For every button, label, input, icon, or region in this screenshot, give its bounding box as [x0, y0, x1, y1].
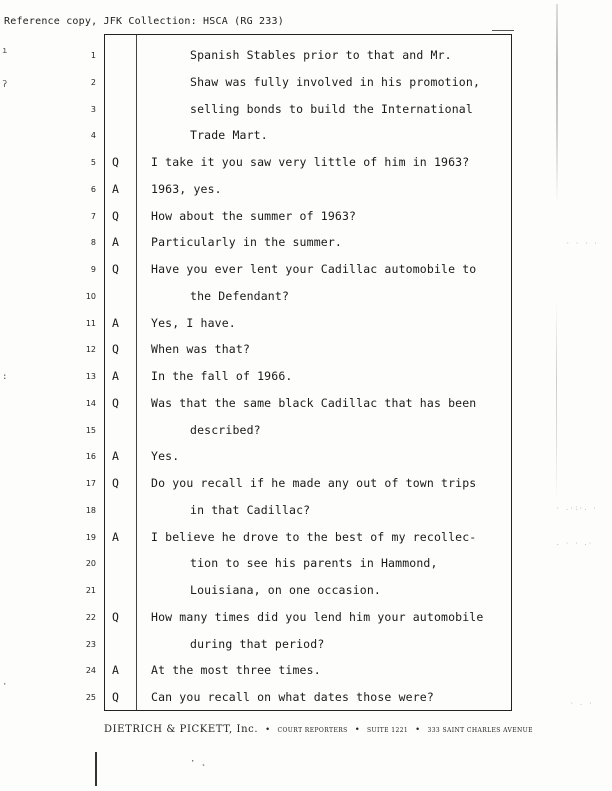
speaker-label: Q	[112, 476, 119, 490]
speaker-label: Q	[112, 395, 119, 410]
transcript-line	[0, 524, 612, 550]
transcript-line	[0, 256, 612, 282]
testimony-text: How many times did you lend him your automobile	[151, 609, 484, 624]
line-number: 8	[90, 238, 96, 248]
line-number: 17	[85, 479, 96, 488]
speaker-label: Q	[112, 262, 119, 276]
testimony-text: Louisiana, on one occasion.	[190, 583, 381, 597]
line-number: 7	[90, 211, 96, 221]
scan-noise: · . ·	[570, 700, 594, 707]
footer-address: 333 SAINT CHARLES AVENUE	[427, 727, 533, 734]
testimony-text: in that Cadillac?	[190, 502, 311, 517]
scan-speck: · ˛	[190, 757, 207, 767]
transcript-line	[0, 310, 612, 336]
testimony-text: I believe he drove to the best of my recollec-	[151, 529, 477, 544]
transcript-line	[0, 657, 612, 683]
transcript-line	[0, 42, 612, 68]
line-number: 15	[85, 425, 96, 435]
testimony-text: Do you recall if he made any out of town trips	[151, 476, 477, 490]
margin-speck: ·	[2, 680, 8, 690]
speaker-label: Q	[112, 609, 119, 624]
scan-noise: · .·:·. ·	[556, 505, 598, 512]
testimony-text: selling bonds to build the International	[190, 101, 473, 116]
transcript-line	[0, 283, 612, 309]
testimony-text: described?	[190, 422, 261, 437]
margin-speck: :	[2, 372, 8, 382]
scan-noise: . · · .·	[556, 540, 593, 547]
line-number: 9	[90, 265, 96, 274]
testimony-text: When was that?	[151, 342, 251, 357]
testimony-text: Shaw was fully involved in his promotion,	[190, 74, 481, 89]
speaker-label: A	[112, 369, 119, 383]
transcript-line	[0, 604, 612, 630]
line-number: 3	[90, 104, 96, 114]
testimony-text: How about the summer of 1963?	[151, 208, 357, 223]
binding-mark	[95, 752, 97, 786]
line-number: 20	[85, 559, 96, 569]
transcript-line	[0, 443, 612, 469]
transcript-line	[0, 470, 612, 496]
speaker-label: Q	[112, 342, 119, 357]
transcript-line	[0, 176, 612, 202]
transcript-line	[0, 684, 612, 710]
testimony-text: tion to see his parents in Hammond,	[190, 556, 438, 571]
speaker-label: A	[112, 181, 119, 196]
line-number: 22	[85, 612, 96, 622]
transcript-line	[0, 363, 612, 389]
margin-speck: ı	[2, 46, 8, 56]
speaker-label: A	[112, 449, 119, 464]
line-number: 2	[90, 77, 96, 87]
transcript-line	[0, 417, 612, 443]
line-number: 19	[85, 532, 96, 542]
line-number: 1	[90, 51, 96, 60]
line-number: 13	[85, 372, 96, 381]
testimony-text: Yes, I have.	[151, 315, 236, 330]
transcript-line	[0, 390, 612, 416]
reporter-footer	[104, 724, 533, 735]
testimony-text: Spanish Stables prior to that and Mr.	[190, 48, 452, 62]
line-number: 12	[85, 345, 96, 355]
line-number: 25	[85, 693, 96, 702]
testimony-text: Was that the same black Cadillac that has been	[151, 395, 477, 410]
testimony-text: In the fall of 1966.	[151, 369, 293, 383]
transcript-line	[0, 203, 612, 229]
line-number: 5	[90, 158, 96, 167]
line-number: 16	[85, 452, 96, 462]
line-number: 23	[85, 639, 96, 649]
speaker-label: A	[112, 529, 119, 544]
line-number: 6	[90, 184, 96, 194]
transcript-line	[0, 229, 612, 255]
footer-service: COURT REPORTERS	[277, 727, 348, 734]
line-number: 4	[90, 131, 96, 141]
transcript-line	[0, 550, 612, 576]
speaker-label: Q	[112, 155, 119, 169]
testimony-text: Have you ever lent your Cadillac automobile to	[151, 262, 477, 276]
footer-separator: •	[354, 725, 361, 735]
testimony-text: 1963, yes.	[151, 181, 222, 196]
line-number: 18	[85, 505, 96, 515]
testimony-text: I take it you saw very little of him in 1963?	[151, 155, 470, 169]
footer-suite: SUITE 1221	[367, 727, 409, 734]
transcript-line	[0, 69, 612, 95]
line-number: 10	[85, 291, 96, 301]
scan-noise: · · · ·	[566, 240, 599, 247]
transcript-line	[0, 631, 612, 657]
testimony-text: Can you recall on what dates those were?	[151, 690, 434, 704]
testimony-text: Particularly in the summer.	[151, 235, 342, 250]
speaker-label: A	[112, 315, 119, 330]
line-number: 24	[85, 666, 96, 676]
margin-speck: ʔ	[2, 80, 8, 90]
line-number: 14	[85, 398, 96, 408]
speaker-label: A	[112, 663, 119, 678]
footer-separator: •	[265, 725, 271, 735]
testimony-text: At the most three times.	[151, 663, 321, 678]
collection-reference-header: Reference copy, JFK Collection: HSCA (RG 233)	[4, 16, 284, 27]
line-number: 11	[85, 318, 96, 328]
testimony-text: the Defendant?	[190, 288, 290, 303]
testimony-text: Yes.	[151, 449, 180, 464]
transcript-line	[0, 96, 612, 122]
footer-separator: •	[415, 725, 421, 735]
transcript-line	[0, 122, 612, 148]
speaker-label: Q	[112, 208, 119, 223]
transcript-line	[0, 497, 612, 523]
testimony-text: Trade Mart.	[190, 128, 268, 143]
speaker-label: A	[112, 235, 119, 250]
footer-firm-name: DIETRICH & PICKETT, Inc.	[104, 724, 259, 735]
line-number: 21	[85, 586, 96, 595]
testimony-text: during that period?	[190, 636, 325, 651]
transcript-line	[0, 336, 612, 362]
speaker-label: Q	[112, 690, 119, 704]
transcript-line	[0, 149, 612, 175]
transcript-line	[0, 577, 612, 603]
